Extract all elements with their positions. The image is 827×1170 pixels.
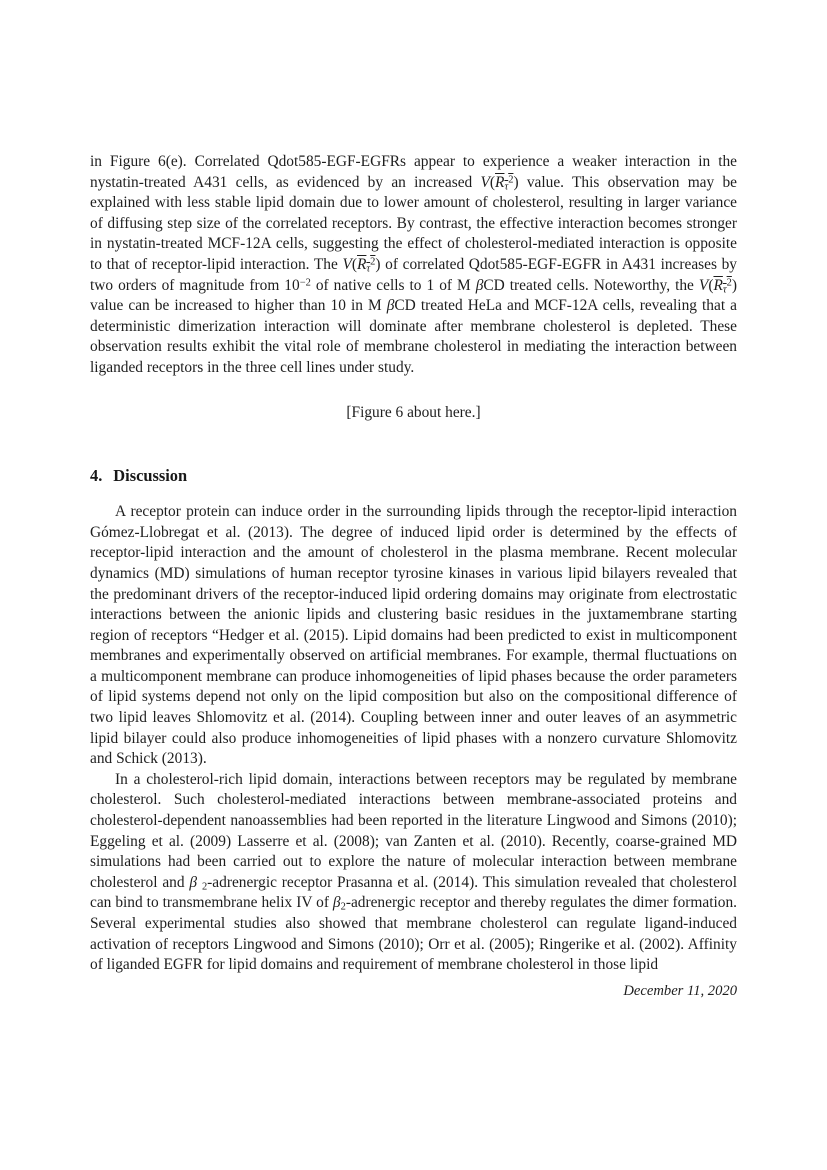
section-heading bbox=[90, 465, 737, 487]
footer-date: December 11, 2020 bbox=[623, 982, 737, 999]
paragraph-discussion-1: A receptor protein can induce order in the surrounding lipids through the receptor-lipid interaction Gómez-Llobregat et al. (2013). The degree of induced lipid order is determined by the effects of receptor-lipid interaction and the amount of cholesterol in the plasma membrane. Recent molecular dynamics (MD) simulations of human receptor tyrosine kinases in various lipid bilayers revealed that the predominant drivers of the receptor-induced lipid ordering domains may originate from electrostatic interactions between the anionic lipids and clustering basic residues in the juxtamembrane starting region of receptors “Hedger et al. (2015). Lipid domains had been predicted to exist in multicomponent membranes and experimentally observed on artificial membranes. For example, thermal fluctuations on a multicomponent membrane can produce inhomogeneities of lipid phases because the order parameters of lipid systems depend not only on the lipid composition but also on the compositional difference of two lipid leaves Shlomovitz et al. (2014). Coupling between inner and outer leaves of an asymmetric lipid bilayer could also produce inhomogeneities of lipid phases with a nonzero curvature Shlomovitz and Schick (2013). bbox=[90, 503, 737, 768]
section-title: Discussion bbox=[113, 466, 188, 486]
paragraph-results-continuation: in Figure 6(e). Correlated Qdot585-EGF-EGFRs appear to experience a weaker interaction in the nystatin-treated A431 cells, as evidenced by an increased $V(R_\tau^2)$ value. This observation may be explained with less stable lipid domain due to lower amount of cholesterol, resulting in larger variance of diffusing step size of the correlated receptors. By contrast, the effective interaction becomes stronger in nystatin-treated MCF-12A cells, suggesting the effect of cholesterol-mediated interaction is opposite to that of receptor-lipid interaction. The $V(R_\tau^2)$ of correlated Qdot585-EGF-EGFR in A431 increases by two orders of magnitude from $10^{-2}$ of native cells to 1 of M βCD treated cells. Noteworthy, the $V(R_\tau^2)$ value can be increased to higher than 10 in M βCD treated HeLa and MCF-12A cells, revealing that a deterministic dimerization interaction will dominate after membrane cholesterol is depleted. These observation results exhibit the vital role of membrane cholesterol in mediating the interaction between liganded receptors in the three cell lines under study. bbox=[90, 153, 737, 376]
section-number: 4. bbox=[90, 466, 103, 486]
figure-placeholder: [Figure 6 about here.] bbox=[346, 403, 481, 421]
paragraph-discussion-2: In a cholesterol-rich lipid domain, interactions between receptors may be regulated by membrane cholesterol. Such cholesterol-mediated interactions between membrane-associated proteins and cholesterol-dependent nanoassemblies had been reported in the literature Lingwood and Simons (2010); Eggeling et al. (2009) Lasserre et al. (2008); van Zanten et al. (2010). Recently, coarse-grained MD simulations had been carried out to explore the nature of molecular interaction between membrane cholesterol and β $_2$-adrenergic receptor Prasanna et al. (2014). This simulation revealed that cholesterol can bind to transmembrane helix IV of $\beta_2$-adrenergic receptor and thereby regulates the dimer formation. Several experimental studies also showed that membrane cholesterol can regulate ligand-induced activation of receptors Lingwood and Simons (2010); Orr et al. (2005); Ringerike et al. (2002). Affinity of liganded EGFR for lipid domains and requirement of membrane cholesterol in those lipid bbox=[90, 770, 737, 974]
